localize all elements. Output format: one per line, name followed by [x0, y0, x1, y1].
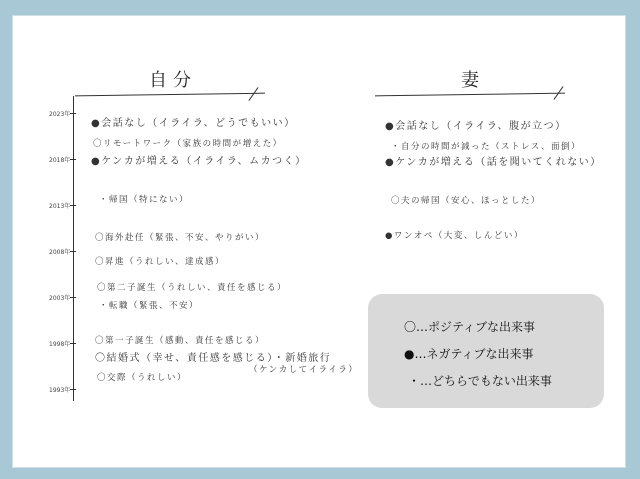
year-tick: [70, 205, 76, 206]
self-event: 〇昇進（うれしい、達成感）: [95, 257, 226, 267]
year-label: 2008年: [49, 249, 71, 256]
self-event-note: （ケンカしてイライラ）: [249, 365, 359, 375]
self-heading: 自分: [149, 70, 197, 91]
self-event: 〇第二子誕生（うれしい、責任を感じる）: [97, 283, 288, 293]
wife-underline: [375, 93, 565, 97]
self-event: ●会話なし（イライラ、どうでもいい）: [91, 118, 296, 129]
wife-event: ●ケンカが増える（話を聞いてくれない）: [385, 157, 602, 168]
wife-event: ●ワンオペ（大変、しんどい）: [385, 231, 524, 241]
year-label: 2018年: [49, 157, 71, 164]
year-label: 1993年: [49, 387, 71, 394]
wife-heading: 妻: [461, 70, 485, 91]
year-tick: [70, 389, 76, 390]
self-event: ●ケンカが増える（イライラ、ムカつく）: [91, 156, 307, 167]
wife-event: ●会話なし（イライラ、腹が立つ）: [385, 121, 567, 132]
legend-negative: ●…ネガティブな出来事: [404, 347, 534, 361]
wife-event: ・自分の時間が減った（ストレス、面倒）: [391, 142, 582, 152]
year-tick: [70, 251, 76, 252]
legend-neutral: ・…どちらでもない出来事: [408, 374, 552, 388]
self-event: 〇第一子誕生（感動、責任を感じる）: [95, 336, 266, 346]
self-event: 〇リモートワーク（家族の時間が増えた）: [93, 139, 283, 149]
year-tick: [70, 343, 76, 344]
year-tick: [70, 159, 76, 160]
year-label: 2003年: [49, 295, 71, 302]
year-tick: [70, 297, 76, 298]
legend-box: [368, 294, 604, 408]
self-event: 〇海外赴任（緊張、不安、やりがい）: [95, 233, 266, 243]
year-label: 1998年: [49, 341, 71, 348]
year-label: 2013年: [49, 203, 71, 210]
year-tick: [70, 113, 76, 114]
worksheet: [12, 15, 626, 468]
wife-event: 〇夫の帰国（安心、ほっとした）: [391, 196, 542, 206]
self-underline: [75, 93, 265, 97]
timeline-axis: [73, 96, 74, 401]
self-event: ・帰国（特にない）: [99, 195, 190, 205]
legend-positive: 〇…ポジティブな出来事: [404, 320, 536, 334]
self-event: 〇結婚式（幸せ、責任感を感じる）・新婚旅行: [95, 353, 332, 364]
self-underline-slash: [249, 87, 259, 101]
year-label: 2023年: [49, 111, 71, 118]
self-event: 〇交際（うれしい）: [97, 373, 188, 383]
self-event: ・転職（緊張、不安）: [99, 301, 200, 311]
